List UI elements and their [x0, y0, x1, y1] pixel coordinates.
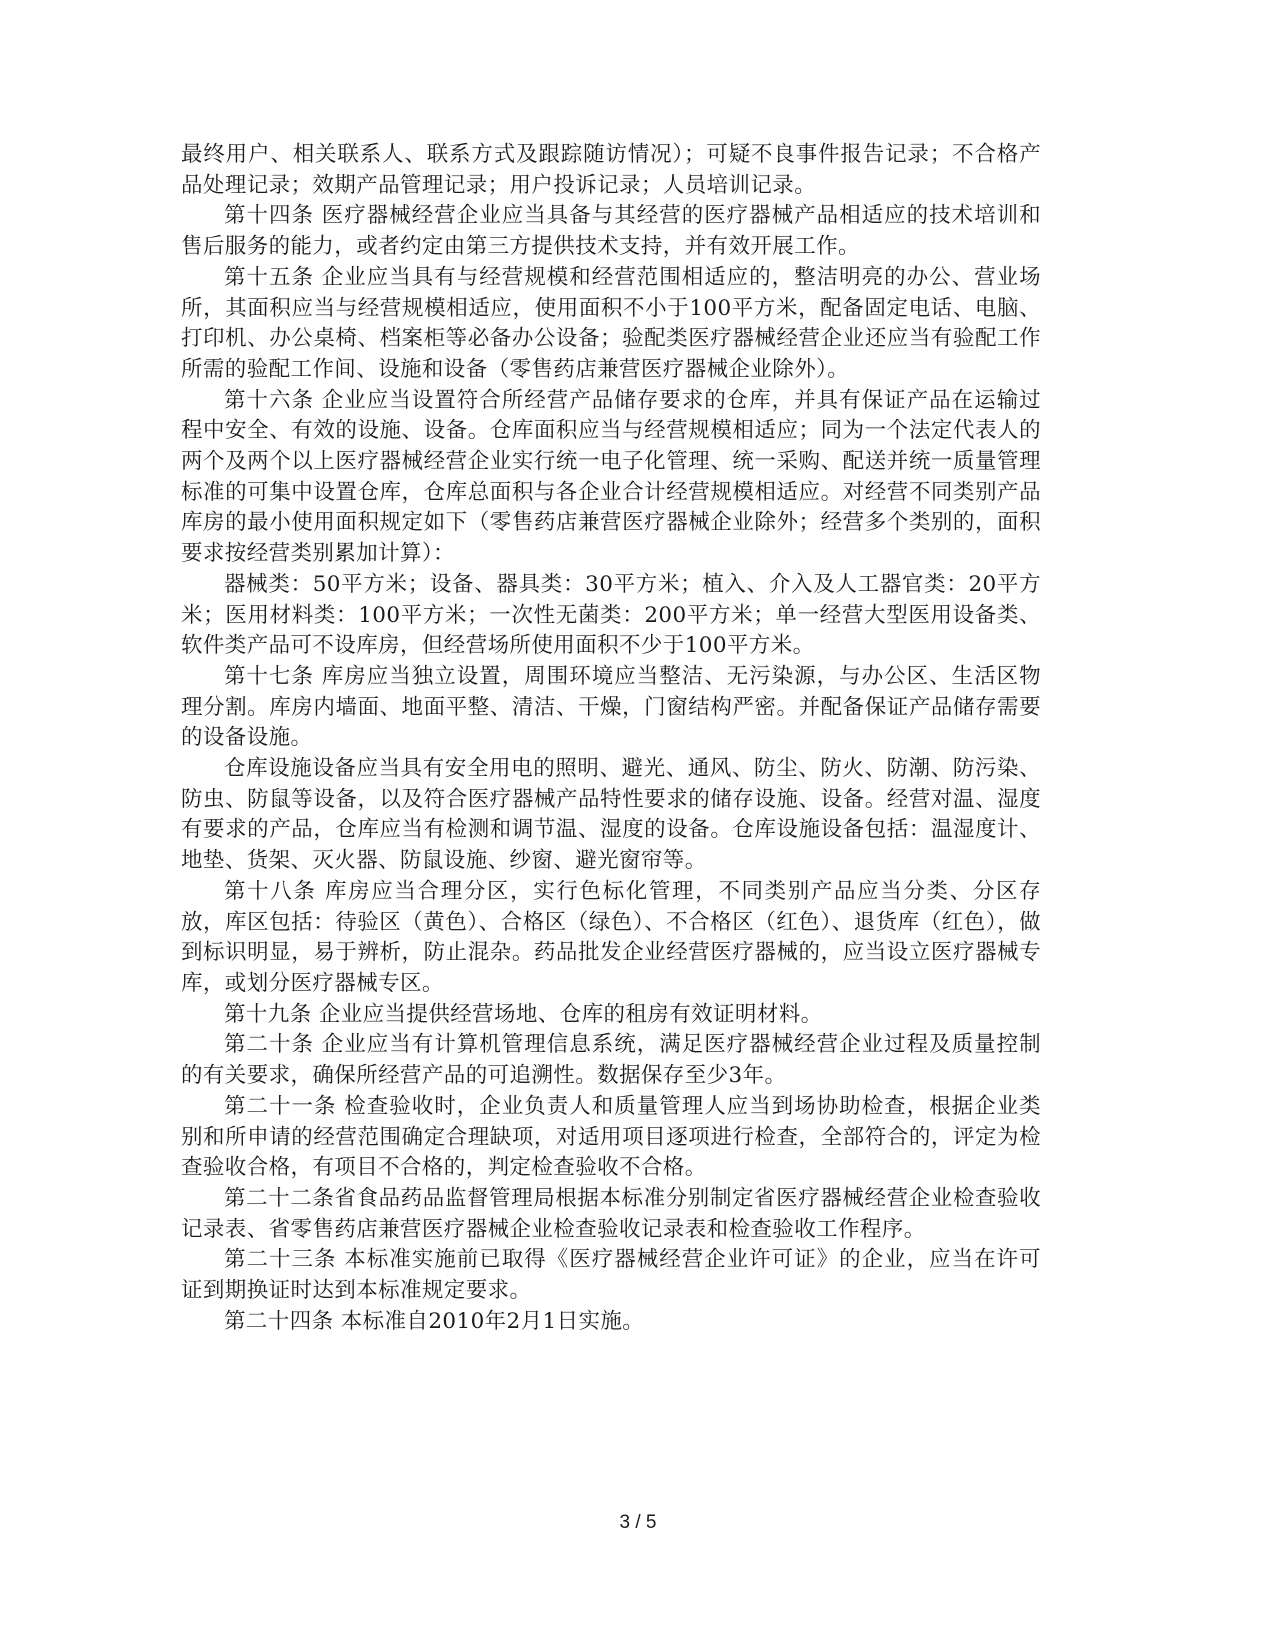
paragraph-1: 最终用户、相关联系人、联系方式及跟踪随访情况）；可疑不良事件报告记录；不合格产品处理记录；效期产品管理记录；用户投诉记录；人员培训记录。 — [181, 142, 1041, 198]
page-number: 3 / 5 — [619, 1512, 657, 1533]
paragraph-article-14: 第十四条 医疗器械经营企业应当具备与其经营的医疗器械产品相适应的技术培训和售后服务的能力，或者约定由第三方提供技术支持，并有效开展工作。 — [181, 203, 1041, 260]
paragraph-storage-areas: 器械类：50平方米；设备、器具类：30平方米；植入、介入及人工器官类：20平方米；医用材料类：100平方米；一次性无菌类：200平方米；单一经营大型医用设备类、软件类产品可不设库房，但经营场所使用面积不少于100平方米。 — [181, 571, 1041, 659]
paragraph-article-23: 第二十三条 本标准实施前已取得《医疗器械经营企业许可证》的企业，应当在许可证到期换证时达到本标准规定要求。 — [181, 1247, 1041, 1304]
document-body — [181, 140, 1041, 1337]
paragraph-article-17: 第十七条 库房应当独立设置，周围环境应当整洁、无污染源，与办公区、生活区物理分割。库房内墙面、地面平整、清洁、干燥，门窗结构严密。并配备保证产品储存需要的设备设施。 — [181, 663, 1041, 751]
paragraph-article-22: 第二十二条省食品药品监督管理局根据本标准分别制定省医疗器械经营企业检查验收记录表、省零售药店兼营医疗器械企业检查验收记录表和检查验收工作程序。 — [181, 1185, 1041, 1242]
paragraph-article-24: 第二十四条 本标准自2010年2月1日实施。 — [224, 1308, 645, 1334]
paragraph-article-21: 第二十一条 检查验收时，企业负责人和质量管理人应当到场协助检查，根据企业类别和所申请的经营范围确定合理缺项，对适用项目逐项进行检查，全部符合的，评定为检查验收合格，有项目不合格的，判定检查验收不合格。 — [181, 1093, 1041, 1181]
paragraph-article-19: 第十九条 企业应当提供经营场地、仓库的租房有效证明材料。 — [224, 1001, 823, 1027]
paragraph-article-18: 第十八条 库房应当合理分区，实行色标化管理，不同类别产品应当分类、分区存放，库区包括：待验区（黄色）、合格区（绿色）、不合格区（红色）、退货库（红色），做到标识明显，易于辨析，防止混杂。药品批发企业经营医疗器械的，应当设立医疗器械专库，或划分医疗器械专区。 — [181, 878, 1041, 996]
paragraph-article-16: 第十六条 企业应当设置符合所经营产品储存要求的仓库，并具有保证产品在运输过程中安全、有效的设施、设备。仓库面积应当与经营规模相适应；同为一个法定代表人的两个及两个以上医疗器械经营企业实行统一电子化管理、统一采购、配送并统一质量管理标准的可集中设置仓库，仓库总面积与各企业合计经营规模相适应。对经营不同类别产品库房的最小使用面积规定如下（零售药店兼营医疗器械企业除外；经营多个类别的，面积要求按经营类别累加计算）： — [181, 387, 1041, 567]
paragraph-article-20: 第二十条 企业应当有计算机管理信息系统，满足医疗器械经营企业过程及质量控制的有关要求，确保所经营产品的可追溯性。数据保存至少3年。 — [181, 1032, 1041, 1089]
paragraph-warehouse-equipment: 仓库设施设备应当具有安全用电的照明、避光、通风、防尘、防火、防潮、防污染、防虫、防鼠等设备，以及符合医疗器械产品特性要求的储存设施、设备。经营对温、湿度有要求的产品，仓库应当有检测和调节温、湿度的设备。仓库设施设备包括：温湿度计、地垫、货架、灭火器、防鼠设施、纱窗、避光窗帘等。 — [181, 756, 1041, 874]
paragraph-article-15: 第十五条 企业应当具有与经营规模和经营范围相适应的，整洁明亮的办公、营业场所，其面积应当与经营规模相适应，使用面积不小于100平方米，配备固定电话、电脑、打印机、办公桌椅、档案柜等必备办公设备；验配类医疗器械经营企业还应当有验配工作所需的验配工作间、设施和设备（零售药店兼营医疗器械企业除外）。 — [181, 264, 1041, 382]
